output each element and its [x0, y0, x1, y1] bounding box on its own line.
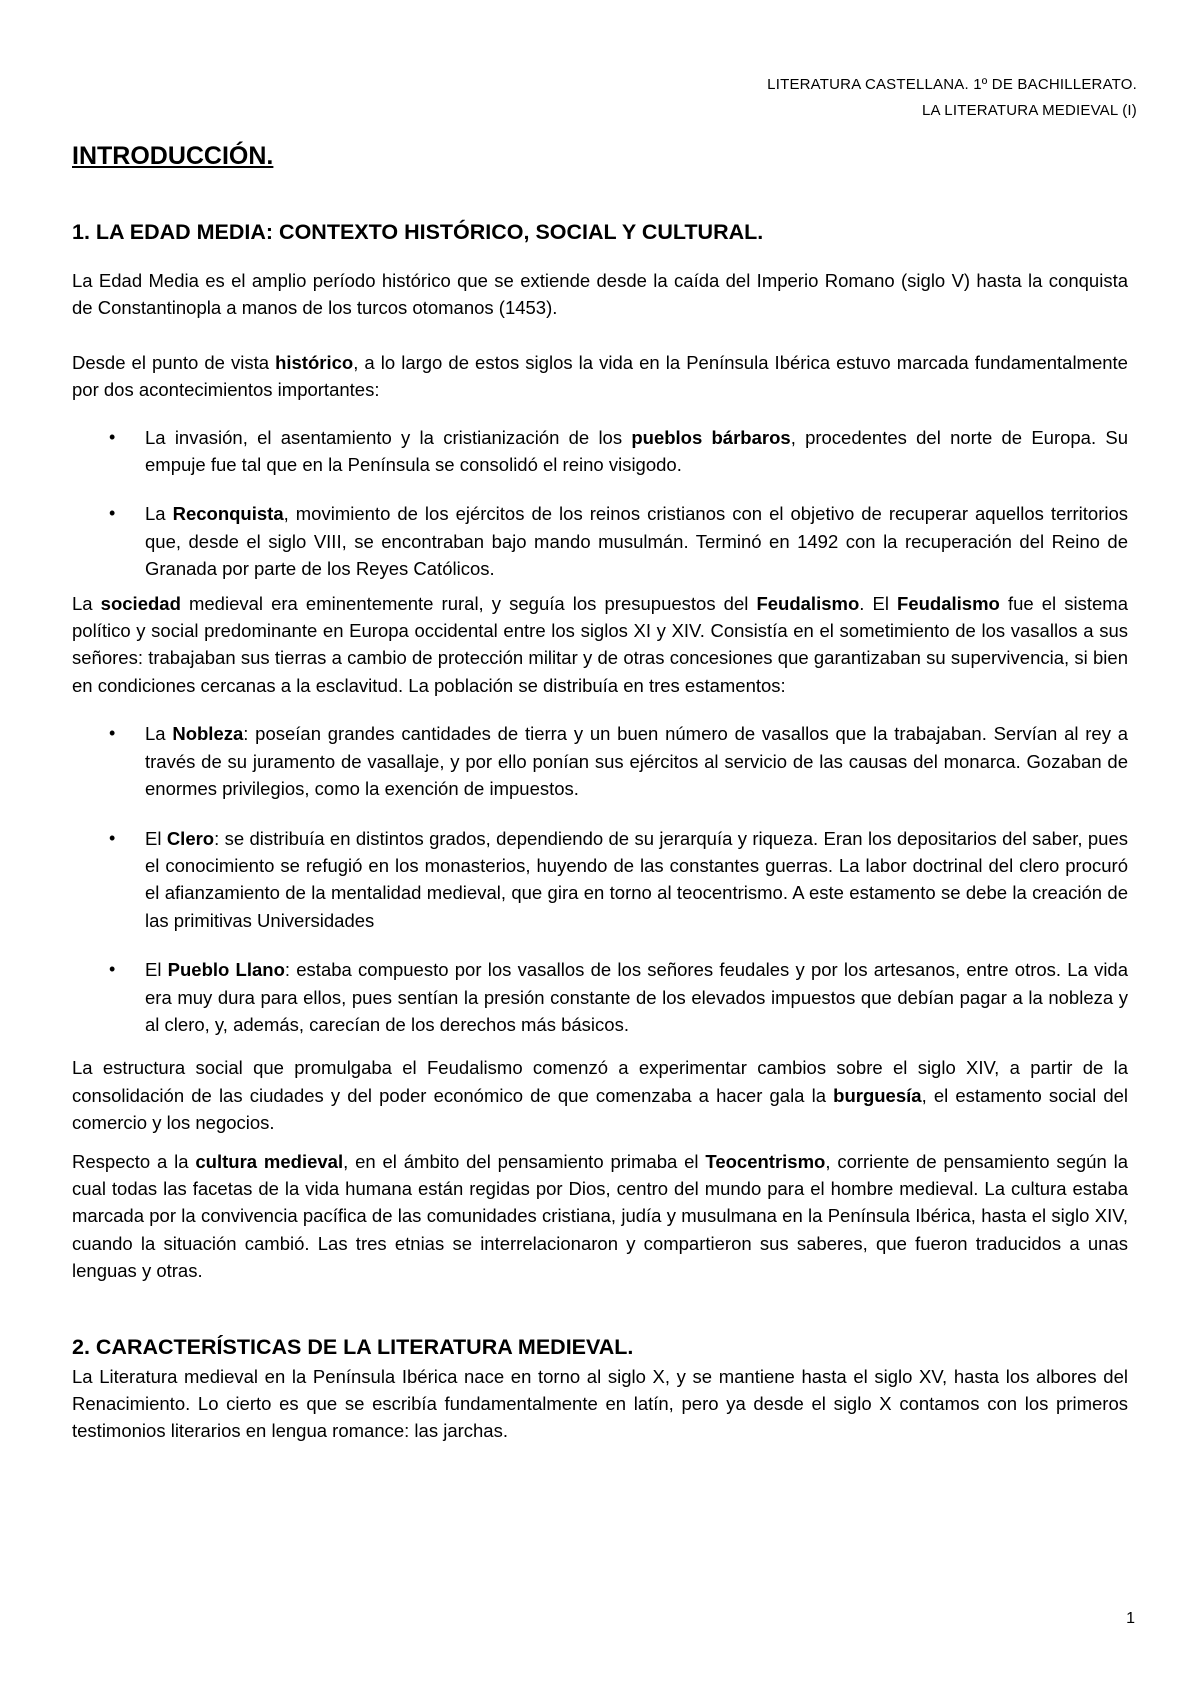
paragraph-edad-media: La Edad Media es el amplio período histórico que se extiende desde la caída del Imperio Romano (siglo V) hasta la conquista de Constantinopla a manos de los turcos otomanos (1453).	[72, 270, 1128, 319]
list-item: • La Nobleza: poseían grandes cantidades de tierra y un buen número de vasallos que la trabajaban. Servían al rey a través de su juramento de vasallaje, y por ello ponían sus ejércitos al servicio de las causas del monarca. Gozaban de enormes privilegios, como la exención de impuestos.	[72, 720, 1128, 802]
document-body	[72, 140, 1128, 1445]
bullet-icon: •	[109, 959, 116, 980]
paragraph-cultura: Respecto a la cultura medieval, en el ámbito del pensamiento primaba el Teocentrismo, corriente de pensamiento según la cual todas las facetas de la vida humana están regidas por Dios, centro del mundo para el hombre medieval. La cultura estaba marcada por la convivencia pacífica de las comunidades cristiana, judía y musulmana en la Península Ibérica, hasta el siglo XIV, cuando la situación cambió. Las tres etnias se interrelacionaron y compartieron sus saberes, que fueron traducidos a unas lenguas y otras.	[72, 1150, 1128, 1282]
header-topic: LA LITERATURA MEDIEVAL (I)	[922, 102, 1137, 119]
bullet-icon: •	[109, 426, 116, 447]
page-number: 1	[1126, 1610, 1135, 1627]
section-1-heading: 1. LA EDAD MEDIA: CONTEXTO HISTÓRICO, SOCIAL Y CULTURAL.	[72, 220, 764, 244]
bullet-icon: •	[109, 827, 116, 848]
header-course: LITERATURA CASTELLANA. 1º DE BACHILLERATO.	[767, 76, 1137, 93]
paragraph-sociedad: La sociedad medieval era eminentemente rural, y seguía los presupuestos del Feudalismo. El Feudalismo fue el sistema político y social predominante en Europa occidental entre los siglos XI y XIV. Consistía en el sometimiento de los vasallos a sus señores: trabajaban sus tierras a cambio de protección militar y de otras concesiones que garantizaban su supervivencia, si bien en condiciones cercanas a la esclavitud. La población se distribuía en tres estamentos:	[72, 592, 1128, 696]
list-item: • El Clero: se distribuía en distintos grados, dependiendo de su jerarquía y riqueza. Eran los depositarios del saber, pues el conocimiento se refugió en los monasterios, huyendo de las constantes guerras. La labor doctrinal del clero procuró el afianzamiento de la mentalidad medieval, que gira en torno al teocentrismo. A este estamento se debe la creación de las primitivas Universidades	[72, 825, 1128, 935]
estates-list	[72, 720, 1128, 1038]
section-2-heading: 2. CARACTERÍSTICAS DE LA LITERATURA MEDIEVAL.	[72, 1334, 634, 1359]
paragraph-burguesia: La estructura social que promulgaba el Feudalismo comenzó a experimentar cambios sobre el siglo XIV, a partir de la consolidación de las ciudades y del poder económico de que comenzaba a hacer gala la burguesía, el estamento social del comercio y los negocios.	[72, 1057, 1129, 1134]
bullet-icon: •	[109, 503, 116, 524]
paragraph-historico: Desde el punto de vista histórico, a lo largo de estos siglos la vida en la Península Ibérica estuvo marcada fundamentalmente por dos acontecimientos importantes:	[72, 351, 1128, 401]
bullet-icon: •	[109, 723, 116, 744]
historical-events-list	[72, 424, 1128, 583]
paragraph-literatura-medieval: La Literatura medieval en la Península Ibérica nace en torno al siglo X, y se mantiene hasta el siglo XV, hasta los albores del Renacimiento. Lo cierto es que se escribía fundamentalmente en latín, pero ya desde el siglo X contamos con los primeros testimonios literarios en lengua romance: las jarchas.	[72, 1365, 1128, 1442]
list-item: • La Reconquista, movimiento de los ejércitos de los reinos cristianos con el objetivo de recuperar aquellos territorios que, desde el siglo VIII, se encontraban bajo mando musulmán. Terminó en 1492 con la recuperación del Reino de Granada por parte de los Reyes Católicos.	[72, 500, 1128, 582]
list-item: • La invasión, el asentamiento y la cristianización de los pueblos bárbaros, procedentes del norte de Europa. Su empuje fue tal que en la Península se consolidó el reino visigodo.	[72, 424, 1128, 479]
list-item: • El Pueblo Llano: estaba compuesto por los vasallos de los señores feudales y por los artesanos, entre otros. La vida era muy dura para ellos, pues sentían la presión constante de los elevados impuestos que debían pagar a la nobleza y al clero, y, además, carecían de los derechos más básicos.	[72, 956, 1128, 1038]
document-title: INTRODUCCIÓN.	[72, 142, 274, 170]
page-header	[767, 72, 1137, 124]
